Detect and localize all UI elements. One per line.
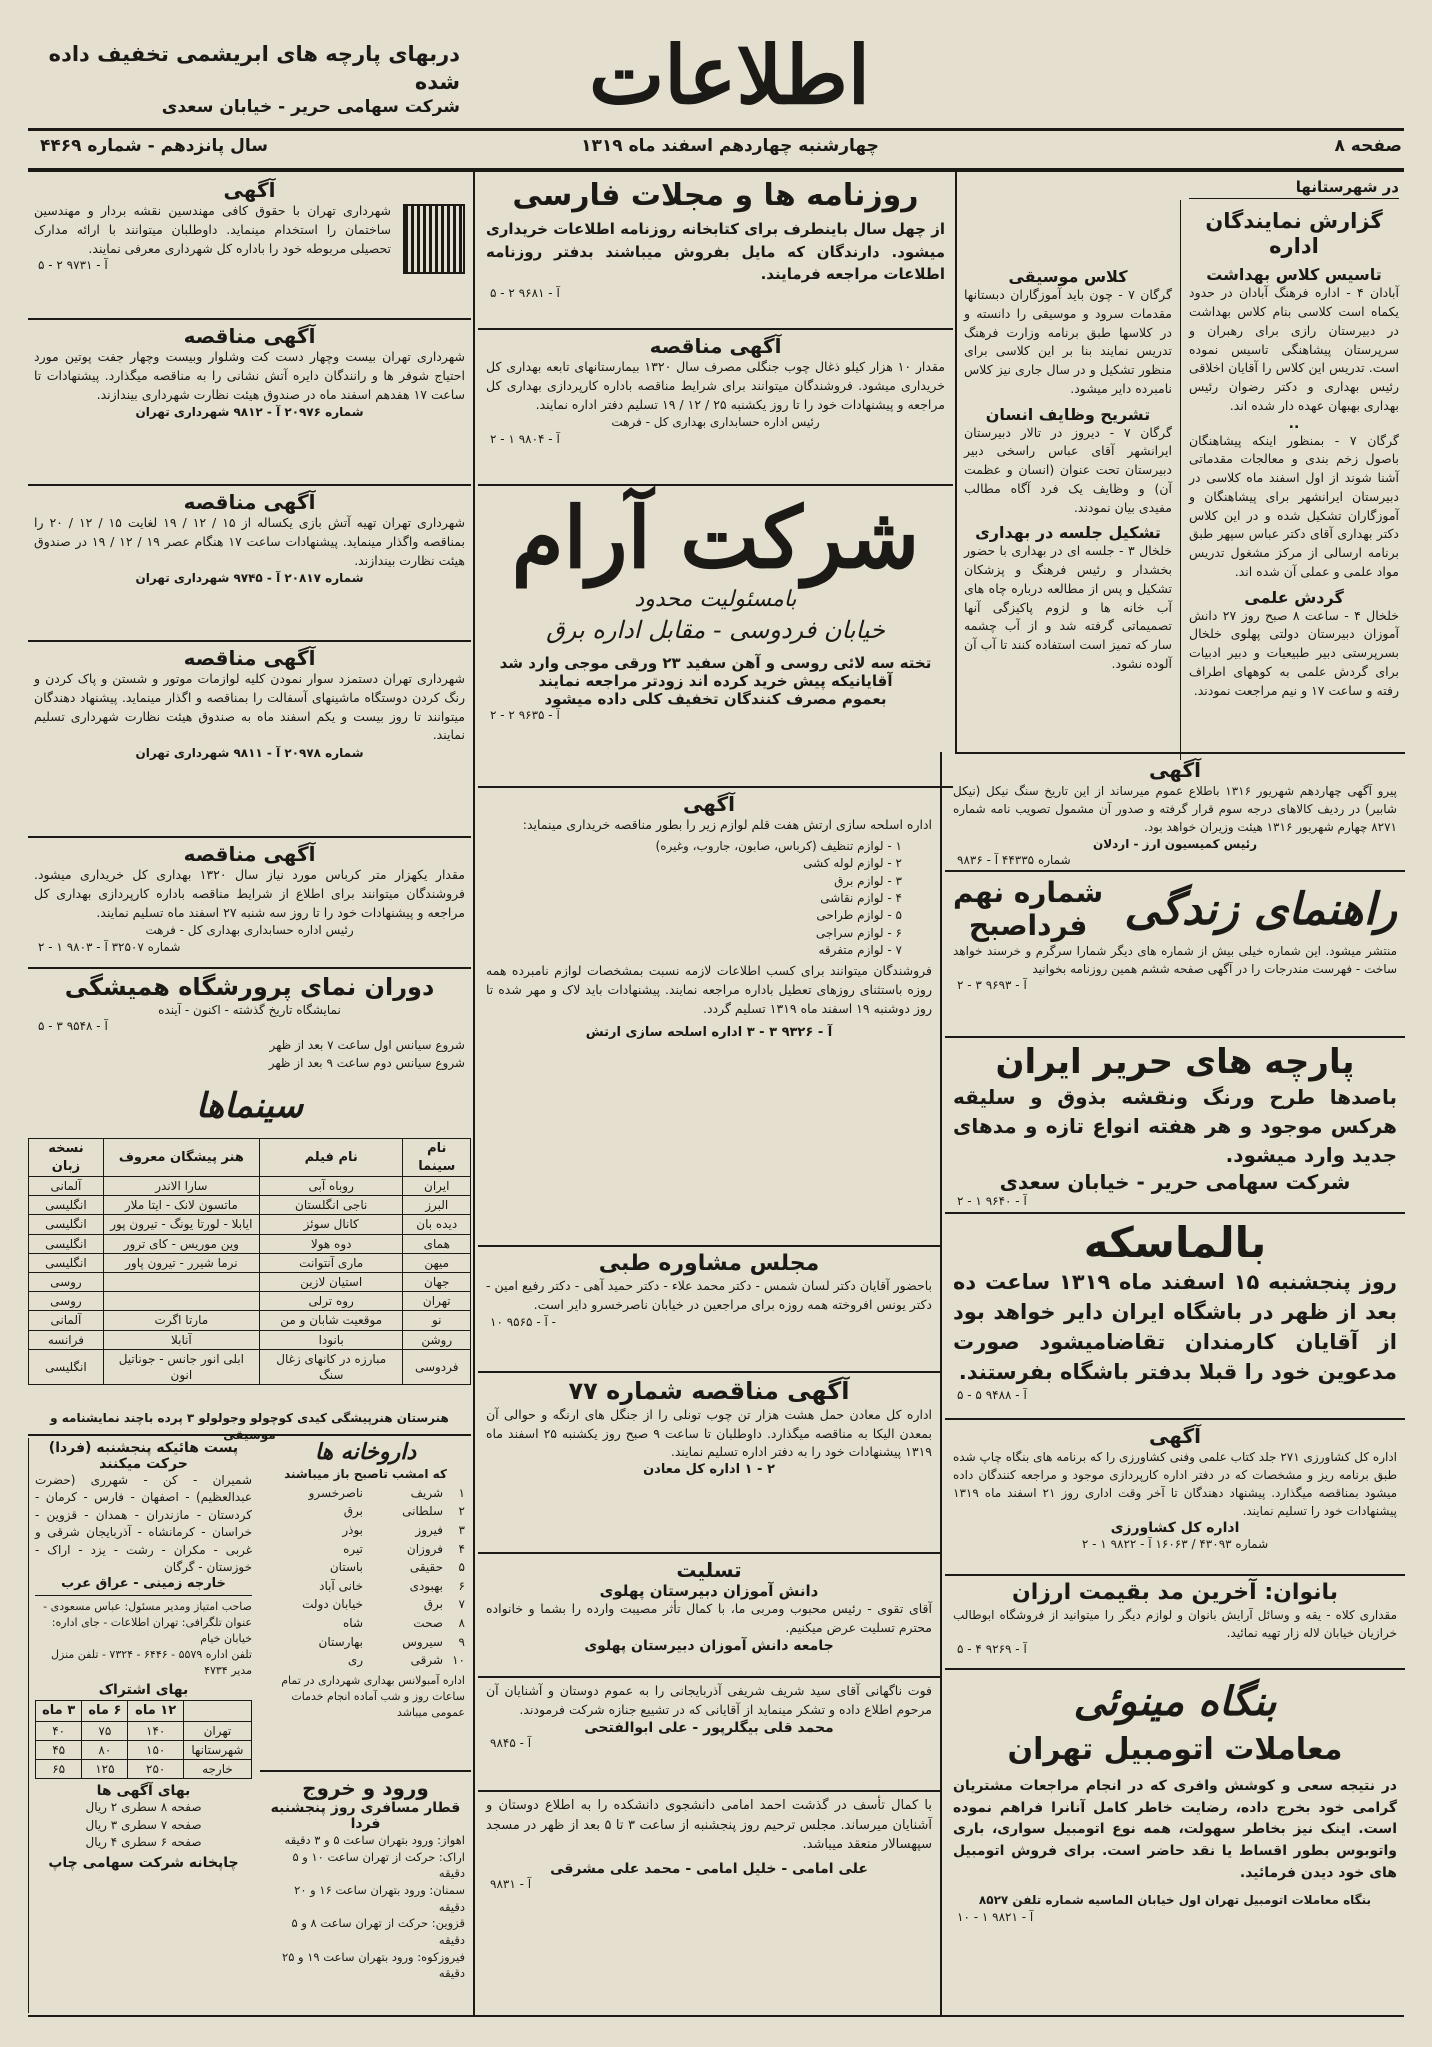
pharmacy-row xyxy=(266,1521,465,1540)
cinema-cell xyxy=(103,1292,259,1311)
ladies-fashion-ref: آ - ۹۲۶۹ ۴ - ۵ xyxy=(957,1642,1027,1657)
ball-title: بالماسکه xyxy=(1083,1218,1267,1267)
municipality-emblem-icon xyxy=(403,204,465,274)
newspapers-ad-title: روزنامه ها و مجلات فارسی xyxy=(512,178,919,213)
charcoal-tender-text: مقدار ۱۰ هزار کیلو ذغال چوب جنگلی مصرف سال ۱۳۲۰ بیمارستانهای تابعه بهداری کل خریداری میشود. فروشندگان میتوانند برای شرایط مناقصه باداره کارپردازی بهداری کل مراجعه و پیشنهادات خود را تا روز یکشنبه ۲۵ / ۱۲ / ۱۹ تسلیم دفتر اداره نمایند. xyxy=(486,359,945,412)
agriculture-ad-title: آگهی xyxy=(1149,1424,1201,1448)
agency-title: بنگاه مینوئی xyxy=(1073,1678,1277,1725)
cinema-cell: استیان لازین xyxy=(259,1273,403,1292)
pharmacy-cell: باستان xyxy=(329,1560,363,1575)
subscription-cell: ۲۵۰ xyxy=(128,1759,183,1778)
cinema-footer: هنرستان هنرپیشگی کیدی کوچولو وجولولو ۳ پرده باچند نمایشنامه و xyxy=(50,1411,449,1425)
subscription-row xyxy=(36,1721,252,1740)
arsenal-item: ۳ - لوازم برق xyxy=(834,873,902,888)
cinema-cell: نرما شیرر - تیرون پاور xyxy=(103,1253,259,1272)
gallery-title: دوران نمای پرورشگاه همیشگی xyxy=(64,973,435,1001)
health-class-title: تاسیس کلاس بهداشت xyxy=(1206,265,1382,285)
canvas-tender-ref: شماره ۳۲۵۰۷ آ - ۹۸۰۳ ۱ - ۲ xyxy=(38,939,181,954)
hiring-ad-title: آگهی xyxy=(223,178,276,202)
newspaper-title: اطلاعات xyxy=(588,28,870,122)
arsenal-item: ۶ - لوازم سراجی xyxy=(815,925,902,940)
subscription-title: بهای اشتراک xyxy=(98,1682,189,1699)
owner-info: صاحب امتیاز ومدیر مسئول: عباس مسعودی - عنوان تلگرافی: تهران اطلاعات - جای اداره: خیابان خیام xyxy=(35,1595,252,1647)
asphalt-tender-title: آگهی مناقصه xyxy=(183,646,316,670)
arsenal-ad-title: آگهی xyxy=(683,792,735,816)
pharmacy-cell: ری xyxy=(347,1653,363,1668)
obituary-text: فوت ناگهانی آقای سید شریف شریفی آذربایجانی را به عموم دوستان و آشنایان آن مرحوم اطلاع داده و تشکر مینماید از آقایانی که در تشییع جنازه شرکت فرمودند. xyxy=(486,1683,932,1717)
fireworks-tender-text: شهرداری تهران تهیه آتش بازی یکساله از ۱۵ / ۱۲ / ۱۹ لغایت ۱۵ / ۱۲ / ۲۰ را بمناقصه واگذار مینماید. پیشنهادات ساعت ۱۷ هنگام عصر ۱۹ / ۱۲ / ۱۹ در صندوق هیئت نظارت بیندازند. xyxy=(34,515,465,568)
company-ref: آ - ۹۶۳۵ ۲ - ۲ xyxy=(490,707,560,722)
cinema-cell: دیده بان xyxy=(403,1215,471,1234)
agriculture-ad-ref: شماره ۴۳۰۹۳ / ۱۶۰۶۳ آ - ۹۸۲۲ ۱ - ۲ xyxy=(1081,1537,1269,1551)
company-text-1: تخته سه لائی روسی و آهن سفید ۲۳ ورقی موجی وارد شد xyxy=(499,653,932,672)
obituary-sign: محمد قلی بیگلرپور - علی ابوالفتحی xyxy=(584,1719,834,1736)
cinema-cell: میهن xyxy=(403,1253,471,1272)
showtime-2: شروع سیانس دوم ساعت ۹ بعد از ظهر xyxy=(268,1055,465,1070)
pharmacy-cell: ۵ xyxy=(458,1560,465,1575)
ladies-fashion-text: مقداری کلاه - یقه و وسائل آرایش بانوان و لوازم دیگر را میتوانید از فروشگاه ابوطالب خرازیان خیابان لاله زار تهیه نمائید. xyxy=(953,1608,1397,1641)
cinema-row xyxy=(29,1292,471,1311)
tender-77-title: آگهی مناقصه شماره ۷۷ xyxy=(568,1377,850,1405)
cinema-cell: دوه هولا xyxy=(259,1234,403,1253)
col-header: هنر پیشگان معروف xyxy=(103,1139,259,1177)
post-title: پست هائیکه پنجشنبه (فردا) حرکت میکنند xyxy=(48,1440,239,1472)
tender-77-sign: ۲ - ۱ اداره کل معادن xyxy=(643,1462,775,1478)
cinema-cell: سارا الاندر xyxy=(103,1177,259,1196)
company-address: خیابان فردوسی - مقابل اداره برق xyxy=(546,615,885,644)
clinic-text: باحضور آقایان دکتر لسان شمس - دکتر محمد علاء - دکتر حمید آهی - دکتر رفیع امین - دکتر یونس افروخته همه روزه برای مراجعین در خیابان ناصرخسرو دایر است. xyxy=(486,1278,932,1313)
cinema-cell: جهان xyxy=(403,1273,471,1292)
pharmacy-row xyxy=(266,1484,465,1503)
subscription-cell: شهرستانها xyxy=(183,1740,251,1759)
cinema-row xyxy=(29,1177,471,1196)
uniform-tender-sign: شماره ۲۰۹۷۶ آ - ۹۸۱۲ شهرداری تهران xyxy=(135,405,364,420)
nickel-notice-sign: رئیس کمیسیون ارز - اردلان xyxy=(1092,837,1258,851)
company-text-2: آقایانیکه پیش خرید کرده اند زودتر مراجعه نمایند xyxy=(538,671,893,690)
subscription-cell: ۱۴۰ xyxy=(128,1721,183,1740)
cinema-cell: انگلیسی xyxy=(29,1234,104,1253)
pharmacy-note: اداره آمبولانس بهداری شهرداری در تمام ساعات روز و شب آماده انجام خدمات عمومی میباشد xyxy=(281,1673,465,1719)
charcoal-tender-sign: رئیس اداره حسابداری بهداری کل - فرهت xyxy=(611,415,820,430)
condolence-sign: جامعه دانش آموزان دبیرستان پهلوی xyxy=(584,1637,834,1654)
subscription-cell: تهران xyxy=(183,1721,251,1740)
fireworks-tender-sign: شماره ۲۰۸۱۷ آ - ۹۷۴۵ شهرداری تهران xyxy=(135,571,364,586)
company-text-3: بعموم مصرف کنندگان تخفیف کلی داده میشود xyxy=(544,689,887,708)
pharmacy-cell: برق xyxy=(343,1504,363,1519)
pharmacy-cell: شاه xyxy=(343,1615,363,1630)
pharmacy-cell: صحت xyxy=(413,1615,443,1630)
agency-subtitle: معاملات اتومبیل تهران xyxy=(1007,1732,1343,1767)
pharmacy-cell: بهبودی xyxy=(409,1578,443,1593)
cinema-cell: انگلیسی xyxy=(29,1196,104,1215)
condolence-subtitle: دانش آموزان دبیرستان پهلوی xyxy=(599,1582,819,1600)
company-legal: بامسئولیت محدود xyxy=(634,586,797,612)
cinema-row xyxy=(29,1311,471,1330)
cinema-cell: مارتا اگرت xyxy=(103,1311,259,1330)
cinema-cell: روسی xyxy=(29,1273,104,1292)
pharmacy-cell: حقیقی xyxy=(409,1560,443,1575)
pharmacy-row xyxy=(266,1558,465,1577)
charcoal-tender-ref: آ - ۹۸۰۴ ۱ - ۲ xyxy=(490,431,560,446)
train-time: سمنان: ورود بتهران ساعت ۱۶ و ۲۰ دقیقه xyxy=(294,1883,465,1914)
subscription-row xyxy=(36,1759,252,1778)
pharmacy-cell: ۷ xyxy=(458,1597,465,1612)
magazine-title: راهنمای زندگی xyxy=(1124,883,1397,935)
cinema-cell: انگلیسی xyxy=(29,1215,104,1234)
subscription-cell: ۱۲۵ xyxy=(82,1759,128,1778)
pharmacy-cell: ۴ xyxy=(458,1541,465,1556)
cinema-cell: روسی xyxy=(29,1292,104,1311)
ladies-fashion-title: بانوان: آخرین مد بقیمت ارزان xyxy=(1011,1580,1339,1605)
page-number: صفحه ۸ xyxy=(1334,136,1402,156)
pharmacy-cell: فروزان xyxy=(406,1541,443,1556)
pharmacy-cell: ۱۰ xyxy=(452,1653,465,1668)
subs-header: ۱۲ ماه xyxy=(128,1701,183,1722)
cinema-cell: ایران xyxy=(403,1177,471,1196)
cinema-cell: آنابلا xyxy=(103,1330,259,1349)
meeting-text: خلخال ۳ - جلسه ای در بهداری با حضور بخشدار و رئیس فرهنگ و پزشکان تشکیل و پس از مطالعه درباره چاه های آب خانه ها و لزوم پاکیزگی آنها تصمیماتی گرفته شد و از آب چشمه سار که تمیز است استفاده کنند تا آب آن آلوده نشود. xyxy=(964,543,1172,671)
trip-title: گردش علمی xyxy=(1244,587,1344,607)
travel-title: ورود و خروج xyxy=(302,1776,429,1800)
issue-number: سال پانزدهم - شماره ۴۴۶۹ xyxy=(40,136,268,156)
canvas-tender-title: آگهی مناقصه xyxy=(183,842,316,866)
phone-info: تلفن اداره ۵۵۷۹ - ۶۴۴۶ - ۷۳۲۴ - تلفن منزل مدیر ۴۷۳۴ xyxy=(51,1648,252,1678)
promo-line-1: دربهای پارچه های ابریشمی تخفیف داده شده xyxy=(48,42,460,95)
meeting-title: تشکیل جلسه در بهداری xyxy=(975,523,1161,543)
ad-rate: صفحه ۶ سطری ۴ ریال xyxy=(85,1834,202,1849)
cinema-cell: روباه آبی xyxy=(259,1177,403,1196)
arsenal-ad-text: فروشندگان میتوانند برای کسب اطلاعات لازمه نسبت بمشخصات لوازم نامبرده همه روزه باستثنای روزهای تعطیل باداره مراجعه نمایند. پیشنهادات باید لاک و مهر شده تا روز دوشنبه ۱۹ اسفند ماه ۱۳۱۹ تسلیم گردد. xyxy=(486,963,932,1016)
health-class-text: آبادان ۴ - اداره فرهنگ آبادان در حدود یکماه است کلاسی بنام کلاس بهداشت در دبیرستان رازی برای رهبران و سرپرستان پیشاهنگی تاسیس نموده است. تدریس این کلاس را آقایان اخلاقی رئیس بهداری و دکتر رضوان رئیس بهداری بهبهان عهده دار شده اند. xyxy=(1189,285,1399,413)
silk-ad-title: پارچه های حریر ایران xyxy=(995,1042,1355,1082)
anatomy-title: تشریح وظایف انسان xyxy=(985,404,1151,424)
pharmacy-cell: فیروز xyxy=(415,1522,443,1537)
fireworks-tender-title: آگهی مناقصه xyxy=(183,490,316,514)
pharmacy-subtitle: که امشب تاصبح باز میباشند xyxy=(284,1467,447,1482)
pharmacy-cell: ۲ xyxy=(458,1504,465,1519)
memorial-sign: علی امامی - خلیل امامی - محمد علی مشرقی xyxy=(550,1860,868,1877)
cinema-table xyxy=(28,1138,471,1406)
cinema-cell: آلمانی xyxy=(29,1311,104,1330)
ad-rate: صفحه ۷ سطری ۳ ریال xyxy=(85,1817,202,1832)
nickel-notice-ref: شماره ۴۴۳۳۵ آ - ۹۸۳۶ xyxy=(957,853,1071,868)
pharmacy-list xyxy=(266,1484,465,1670)
cinema-row xyxy=(29,1273,471,1292)
pharmacy-title: داروخانه ها xyxy=(314,1440,417,1465)
promo-box xyxy=(40,40,460,117)
cinema-cell: ایابلا - لورتا یونگ - تیرون پور xyxy=(103,1215,259,1234)
memorial-text: با کمال تأسف در گذشت احمد امامی دانشجوی دانشکده را به اطلاع دوستان و آشنایان میرساند. مجلس ترحیم روز پنجشنبه از ساعت ۳ تا ۵ بعد از ظهر در مسجد سپهسالار منعقد میباشد. xyxy=(486,1798,933,1852)
pharmacy-row xyxy=(266,1540,465,1559)
pharmacy-cell: سیروس xyxy=(402,1634,443,1649)
cinema-cell: مبارزه در کانهای زغال سنگ xyxy=(259,1349,403,1384)
cinema-row xyxy=(29,1349,471,1384)
train-time: اهواز: ورود بتهران ساعت ۵ و ۳ دقیقه xyxy=(284,1833,465,1847)
subscription-table xyxy=(35,1700,252,1779)
pharmacy-cell: خانی آباد xyxy=(319,1578,363,1593)
condolence-text: آقای تقوی - رئیس محبوب ومربی ما، با کمال تأثر مصیبت وارده را بشما و خانواده محترم تسلیت عرض میکنیم. xyxy=(486,1601,932,1635)
agency-address: بنگاه معاملات اتومبیل تهران اول خیابان الماسیه شماره تلفن ۸۵۲۷ xyxy=(978,1893,1372,1908)
pharmacy-cell: ۸ xyxy=(458,1615,465,1630)
subscription-cell: خارجه xyxy=(183,1759,251,1778)
cinema-cell: وین موریس - کای ترور xyxy=(103,1234,259,1253)
cinema-cell: ماتسون لانک - ایتا ملار xyxy=(103,1196,259,1215)
newspapers-ad-text: از چهل سال باینطرف برای کتابخانه روزنامه اطلاعات خریداری میشود. دارندگان که مایل بفروش میباشند بدفتر روزنامه اطلاعات مراجعه فرمایند. xyxy=(486,220,945,283)
ad-rate: صفحه ۸ سطری ۲ ریال xyxy=(85,1800,202,1815)
hiring-ad-text: شهرداری تهران با حقوق کافی مهندسین نقشه بردار و مهندسین ساختمان را استخدام مینماید. داوطلبان میتوانند با ارائه مدارک تحصیلی مربوطه خود را باداره کل شهرداری معرفی نمایند. xyxy=(34,203,391,256)
pharmacy-cell: خیابان دولت xyxy=(302,1597,363,1612)
uniform-tender-title: آگهی مناقصه xyxy=(183,324,316,348)
cinema-cell: انگلیسی xyxy=(29,1349,104,1384)
cinema-row xyxy=(29,1215,471,1234)
subscription-cell: ۱۵۰ xyxy=(128,1740,183,1759)
pharmacy-cell: شریف xyxy=(410,1485,443,1500)
cinema-cell: تهران xyxy=(403,1292,471,1311)
cinema-cell: ماری آنتوانت xyxy=(259,1253,403,1272)
subscription-cell: ۷۵ xyxy=(82,1721,128,1740)
cinema-row xyxy=(29,1330,471,1349)
col-header: نام سینما xyxy=(403,1139,471,1177)
asphalt-tender-text: شهرداری تهران دستمزد سوار نمودن کلیه لوازمات موتور و شستن و پاک کردن و رنگ کردن دوستگاه ماشینهای آسفالت را بمناقصه و اگذار مینماید. پیشنهاد دهندگان میتوانند تا روز بیست و یکم اسفند ماه به صندوق هیئت نظارت شهرداری تسلیم نمایند. xyxy=(34,671,465,743)
col-header: نام فیلم xyxy=(259,1139,403,1177)
silk-ad-company: شرکت سهامی حریر - خیابان سعدی xyxy=(999,1169,1351,1194)
post-foreign: خارجه زمینی - عراق عرب xyxy=(61,1576,226,1592)
cinema-cell: انگلیسی xyxy=(29,1253,104,1272)
cinema-cell: فرانسه xyxy=(29,1330,104,1349)
magazine-issue: شماره نهم xyxy=(953,876,1104,909)
memorial-ref: آ - ۹۸۳۱ xyxy=(490,1876,532,1891)
cinema-cell: موقعیت شابان و من xyxy=(259,1311,403,1330)
pharmacy-cell: ۳ xyxy=(458,1522,465,1537)
gallery-subtitle: نمایشگاه تاریخ گذشته - اکنون - آینده xyxy=(158,1002,341,1017)
asphalt-tender-sign: شماره ۲۰۹۷۸ آ - ۹۸۱۱ شهرداری تهران xyxy=(135,746,364,760)
nickel-notice-text: پیرو آگهی چهاردهم شهریور ۱۳۱۶ باطلاع عموم میرساند از این تاریخ سنگ نیکل (نیکل شابیر) در ردیف کالاهای درجه سوم قرار گرفته و صدور آن مشمول تصویب نامه شماره ۸۲۷۱ چهارم شهریور ۱۳۱۶ هیئت وزیران خواهد بود. xyxy=(953,784,1397,834)
hiring-ad-ref: ۵ - ۲ آ - ۹۷۳۱ xyxy=(38,258,108,273)
tender-77-text: اداره کل معادن حمل هشت هزار تن چوب تونلی را از جنگل های ارنگه و حوالی آن بمعدن الیکا به مناقصه میگذارد. داوطلبان تا ساعت ۹ صبح روز یکشنبه ۲۵ اسفند ماه ۱۳۱۹ پیشنهادات خود را به دفتر اداره تسلیم نمایند. xyxy=(486,1406,932,1460)
promo-line-2: شرکت سهامی حریر - خیابان سعدی xyxy=(161,96,460,117)
subscription-cell: ۴۰ xyxy=(36,1721,82,1740)
arsenal-item: ۷ - لوازم متفرقه xyxy=(818,943,902,958)
cinema-cell: آلمانی xyxy=(29,1177,104,1196)
pharmacy-cell: ناصرخسرو xyxy=(308,1485,363,1500)
pharmacy-row xyxy=(266,1614,465,1633)
pharmacy-cell: ۱ xyxy=(458,1485,465,1500)
pharmacy-cell: ۹ xyxy=(458,1634,465,1649)
travel-subtitle: قطار مسافری روز پنجشنبه فردا xyxy=(270,1800,461,1832)
subs-header: ۶ ماه xyxy=(82,1701,128,1722)
agriculture-ad-sign: اداره کل کشاورزی xyxy=(1110,1520,1240,1536)
post-text: شمیران - کن - شهرری (حضرت عبدالعظیم) - اصفهان - فارس - کرمان - کردستان - مازندران - همدان - قزوین - خراسان - کرمانشاه - آذربایجان شرقی و غربی - مکران - رشت - یزد - اراک - خوزستان - گرگان xyxy=(35,1473,252,1574)
cinemas-title: سینماها xyxy=(195,1086,304,1126)
ball-ref: آ - ۹۴۸۸ ۵ - ۵ xyxy=(957,1387,1027,1402)
cinema-cell: روشن xyxy=(403,1330,471,1349)
arsenal-ad-sign: آ - ۹۳۲۶ ۳ - ۳ اداره اسلحه سازی ارتش xyxy=(585,1024,833,1040)
newspapers-ad-ref: آ - ۹۶۸۱ ۲ - ۵ xyxy=(490,285,560,300)
ad-rates-title: بهای آگهی ها xyxy=(96,1783,191,1800)
clinic-ref: آ - ۹۵۶۵ ۱۰ - xyxy=(490,1314,556,1329)
cinema-row xyxy=(29,1234,471,1253)
cinema-cell: فردوسی xyxy=(403,1349,471,1384)
arsenal-item: ۲ - لوازم لوله کشی xyxy=(803,856,902,871)
obituary-ref: آ - ۹۸۴۵ xyxy=(490,1735,532,1750)
pharmacy-row xyxy=(266,1633,465,1652)
pharmacy-cell: برق xyxy=(423,1597,443,1612)
subscription-cell: ۸۰ xyxy=(82,1740,128,1759)
pharmacy-row xyxy=(266,1595,465,1614)
cinema-cell: نو xyxy=(403,1311,471,1330)
canvas-tender-sign: رئیس اداره حسابداری بهداری کل - فرهت xyxy=(145,923,354,938)
train-time: قزوین: حرکت از تهران ساعت ۸ و ۵ دقیقه xyxy=(291,1916,465,1948)
arsenal-ad-intro: اداره اسلحه سازی ارتش هفت قلم لوازم زیر را بطور مناقصه خریداری مینماید: xyxy=(522,817,932,832)
pharmacy-cell: ۶ xyxy=(458,1578,465,1593)
train-time: اراک: حرکت از تهران ساعت ۱۰ و ۵ دقیقه xyxy=(292,1849,465,1881)
cinema-row xyxy=(29,1196,471,1215)
pharmacy-row xyxy=(266,1651,465,1670)
report-headline: گزارش نمایندگان اداره xyxy=(1205,209,1383,259)
cinema-cell: ابلی انور جانس - جوناتیل انون xyxy=(103,1349,259,1384)
col-header: نسخه زبان xyxy=(29,1139,104,1177)
canvas-tender-text: مقدار یکهزار متر کرباس مورد نیاز سال ۱۳۲۰ بهداری کل خریداری میشود. فروشندگان میتوانند برای اطلاع از شرایط مناقصه باداره کارپردازی بهداری کل مراجعه و پیشنهادات خود را تا روز سه شنبه ۲۷ اسفند ماه تسلیم نمایند. xyxy=(34,867,465,920)
arsenal-item: ۱ - لوازم تنظیف (کرباس، صابون، جاروب، وغیره) xyxy=(655,838,902,853)
pharmacy-row xyxy=(266,1502,465,1521)
pharmacy-cell: سلطانی xyxy=(402,1504,443,1519)
pharmacy-cell: تیره xyxy=(343,1541,363,1556)
subscription-row xyxy=(36,1740,252,1759)
music-title: کلاس موسیقی xyxy=(1008,267,1128,286)
arsenal-item: ۵ - لوازم طراحی xyxy=(816,908,902,923)
cinema-cell xyxy=(103,1273,259,1292)
agency-text: در نتیجه سعی و کوشش وافری که در انجام مراجعات مشتریان گرامی خود بخرج داده، رضایت خاطر کامل آنانرا فراهم نموده است. اینک نیز بخاطر سهولت، همه نوع اتومبیل سواری، باری واتوبوس بطور اقساط یا نقد حاضر است. برای فروش اتومبیل های خود دیدن فرمائید. xyxy=(953,1778,1397,1881)
pharmacy-cell: بوذر xyxy=(342,1522,363,1537)
nickel-notice-title: آگهی xyxy=(1149,758,1201,782)
trip-text: خلخال ۴ - ساعت ۸ صبح روز ۲۷ دانش آموزان دبیرستان دولتی پهلوی خلخال بسرپرستی دبیر طبیعیات و دبیر ادبیات برای گردش علمی به کوههای اطراف رفته و ساعت ۱۷ و نیم مراجعت نمودند. xyxy=(1189,607,1399,698)
magazine-day: فرداصبح xyxy=(968,909,1088,942)
condolence-title: تسلیت xyxy=(676,1558,742,1582)
cinema-cell: البرز xyxy=(403,1196,471,1215)
subscription-cell: ۴۵ xyxy=(36,1740,82,1759)
pharmacy-cell: شرقی xyxy=(410,1653,443,1668)
cinema-cell: همای xyxy=(403,1234,471,1253)
first-aid-text: گرگان ۷ - بمنظور اینکه پیشاهنگان باصول زخم بندی و معالجات مقدماتی آشنا شوند از اول اسفند ماه کلاسی در دبیرستان ایرانشهر برای پیشاهنگان و آموزگاران تشکیل شده و در این کلاس دکتر بهداری آقای دکتر عباس سپهر طبق برنامه ارسالی از مرکز مشغول تدریس مواد علمی و عملی آن شده اند. xyxy=(1189,432,1399,579)
cinema-cell: کانال سوئز xyxy=(259,1215,403,1234)
charcoal-tender-title: آگهی مناقصه xyxy=(649,334,782,358)
cinema-cell: روه ترلی xyxy=(259,1292,403,1311)
train-time: فیروزکوه: ورود بتهران ساعت ۱۹ و ۲۵ دقیقه xyxy=(282,1949,465,1981)
agriculture-ad-text: اداره کل کشاورزی ۲۷۱ جلد کتاب علمی وفنی کشاورزی را که برنامه های بنگاه چاپ شده طبق برنامه ریز و مشخصات که در دفتر اداره کارپردازی موجود و مراجعه کنندگان داده میشود بمناقصه میگذارد. پیشنهاد دهندگان تا آخر وقت اداری روز ۲۱ اسفند ماه ۱۳۱۹ پیشنهادات خود را تسلیم نمایند. xyxy=(953,1450,1397,1518)
subscription-cell: ۶۵ xyxy=(36,1759,82,1778)
anatomy-text: گرگان ۷ - دیروز در تالار دبیرستان ایرانشهر آقای عباس راسخی دبیر دبیرستان تحت عنوان (انسان و عظمت آن) و وظایف یک فرد آگاه مطالب مفیدی بیان نمودند. xyxy=(964,424,1172,515)
section-title: در شهرستانها xyxy=(1189,178,1399,199)
magazine-ref: آ - ۹۶۹۳ ۳ - ۲ xyxy=(957,978,1027,992)
company-name: شرکت آرام xyxy=(511,488,920,587)
ball-text: روز پنجشنبه ۱۵ اسفند ماه ۱۳۱۹ ساعت ده بعد از ظهر در باشگاه ایران دایر خواهد بود از آقایان کارمندان تقاضامیشود صورت مدعوین خود را قبلا بدفتر باشگاه بفرستند. xyxy=(953,1270,1397,1384)
silk-ad-ref: آ - ۹۶۴۰ ۱ - ۲ xyxy=(957,1193,1027,1208)
cinema-row xyxy=(29,1253,471,1272)
subs-header: ۳ ماه xyxy=(36,1701,82,1722)
music-text: گرگان ۷ - چون باید آموزگاران دبستانها مقدمات سرود و موسیقی را دانسته و در کلاسها طبق برنامه وزارت فرهنگ تدریس نمایند بنا بر این کلاسی برای منظور تشکیل و در سال جاری نیز کلاس نامبرده دایر میشود. xyxy=(964,287,1172,396)
cinema-cell: بانودا xyxy=(259,1330,403,1349)
gallery-ref: آ - ۹۵۴۸ ۳ - ۵ xyxy=(38,1019,108,1034)
uniform-tender-text: شهرداری تهران بیست وچهار دست کت وشلوار وبیست وچهار جفت پوتین مورد احتیاج شوفر ها و رانندگان دایره آتش نشانی را به مناقصه میگذارد. پیشنهادات تا ساعت ۱۷ هفدهم اسفند ماه در صندوق هیئت نظارت شهرداری بیندازند. xyxy=(34,349,465,402)
agency-ref: آ - ۹۸۲۱ ۱ - ۱۰ xyxy=(957,1909,1034,1924)
showtime-1: شروع سیانس اول ساعت ۷ بعد از ظهر xyxy=(269,1038,465,1053)
issue-date: چهارشنبه چهاردهم اسفند ماه ۱۳۱۹ xyxy=(581,136,879,156)
subs-header xyxy=(183,1701,251,1722)
arsenal-item: ۴ - لوازم نقاشی xyxy=(820,890,902,905)
pharmacy-row xyxy=(266,1577,465,1596)
pharmacy-cell: بهارستان xyxy=(318,1634,363,1649)
magazine-text: منتشر میشود. این شماره خیلی بیش از شماره های دیگر شمارا سرگرم و خرسند خواهد ساخت - فهرست مندرجات را در آگهی صفحه ششم همین روزنامه بخوانید xyxy=(953,944,1397,976)
cinema-cell: ناجی انگلستان xyxy=(259,1196,403,1215)
clinic-title: مجلس مشاوره طبی xyxy=(598,1251,820,1276)
printer-name: چاپخانه شرکت سهامی چاپ xyxy=(48,1855,239,1872)
silk-ad-text: باصدها طرح ورنگ ونقشه بذوق و سلیقه هرکس موجود و هر هفته انواع تازه و مدهای جدید وارد میشود. xyxy=(953,1084,1397,1167)
